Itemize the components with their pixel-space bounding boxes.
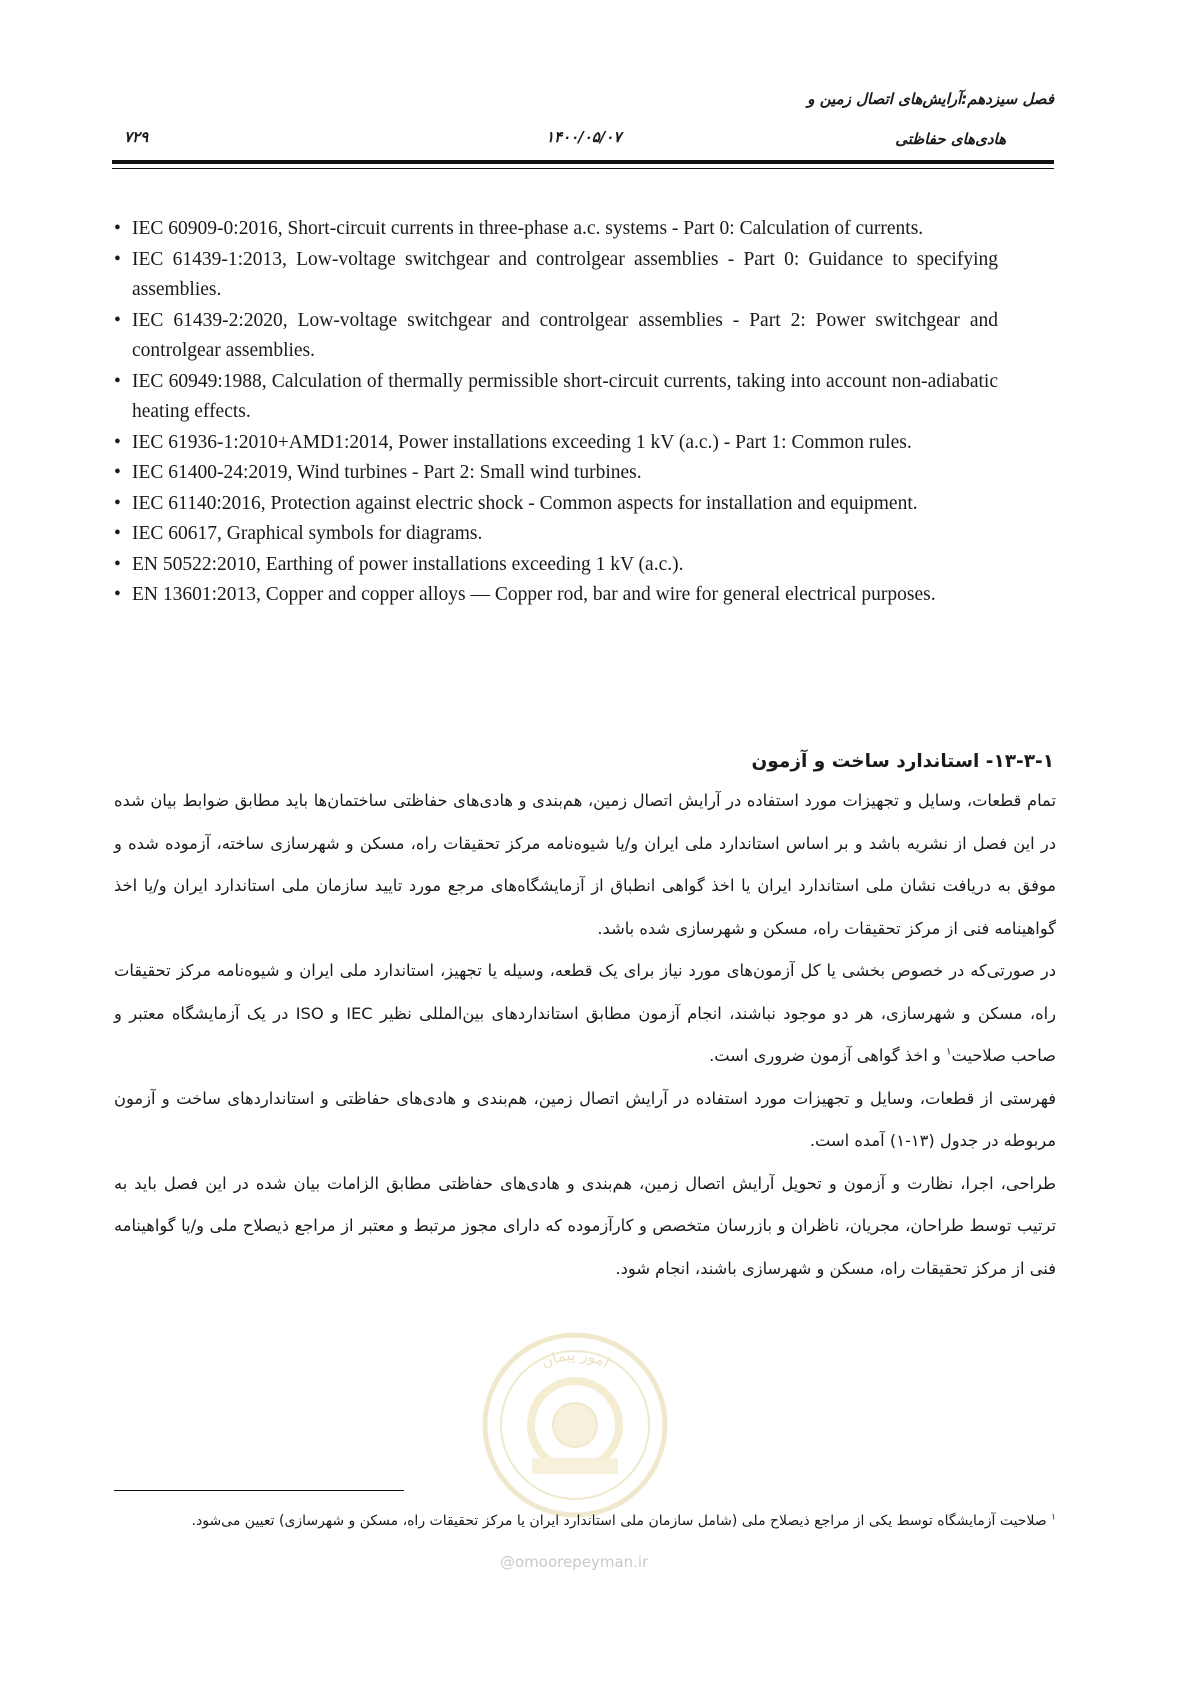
bullet-icon: • <box>114 370 121 392</box>
bullet-icon: • <box>114 218 121 239</box>
reference-item <box>114 428 998 459</box>
paragraph-2-text-a: در صورتی‌که در خصوص بخشی یا کل آزمون‌های مورد نیاز برای یک قطعه، وسیله یا تجهیز، استاندارد ملی ایران و شیوه‌نامه مرکز تحقیقات راه، مسکن و شهرسازی، هر دو موجود نباشند، انجام آزمون مطابق استانداردهای بین‌المللی نظیر IEC و ISO در یک آزمایشگاه معتبر و صاحب صلاحیت <box>114 961 1057 1065</box>
reference-text: IEC 60909-0:2016, Short-circuit currents in three-phase a.c. systems - Part 0: Calculation of currents. <box>132 218 924 239</box>
section-body <box>114 780 1056 1290</box>
reference-text: IEC 60949:1988, Calculation of thermally permissible short-circuit currents, taking into account non-adiabatic heating effects. <box>132 370 998 422</box>
svg-text:امور پیمان <box>538 1346 612 1372</box>
bullet-icon: • <box>114 553 121 575</box>
bullet-icon: • <box>114 462 121 483</box>
reference-text: IEC 61439-2:2020, Low-voltage switchgear and controlgear assemblies - Part 2: Power switchgear and controlgear assemblies. <box>132 309 998 361</box>
reference-item <box>114 306 998 367</box>
paragraph-2-text-b: و اخذ گواهی آزمون ضروری است. <box>709 1046 947 1065</box>
reference-text: IEC 61936-1:2010+AMD1:2014, Power installations exceeding 1 kV (a.c.) - Part 1: Common rules. <box>132 431 912 453</box>
bullet-icon: • <box>114 309 121 331</box>
footnote <box>114 1506 1056 1537</box>
bullet-icon: • <box>114 492 121 514</box>
reference-text: IEC 61439-1:2013, Low-voltage switchgear and controlgear assemblies - Part 0: Guidance to specifying assemblies. <box>132 248 998 300</box>
reference-item <box>114 245 998 306</box>
reference-item <box>114 489 998 520</box>
chapter-title <box>807 86 1054 152</box>
reference-item <box>114 458 998 489</box>
reference-item <box>114 550 998 581</box>
header-rule-thick <box>112 160 1054 164</box>
reference-text: IEC 61400-24:2019, Wind turbines - Part 2: Small wind turbines. <box>132 462 642 483</box>
footnote-text: صلاحیت آزمایشگاه توسط یکی از مراجع ذیصلاح ملی (شامل سازمان ملی استاندارد ایران یا مرکز تحقیقات راه، مسکن و شهرسازی) تعیین می‌شود. <box>191 1513 1052 1529</box>
chapter-title-line2: هادی‌های حفاظتی <box>895 130 1006 148</box>
reference-text: EN 50522:2010, Earthing of power installations exceeding 1 kV (a.c.). <box>132 553 684 575</box>
footnote-reference[interactable]: ۱ <box>946 1046 952 1058</box>
bullet-icon: • <box>114 248 121 270</box>
footnote-rule <box>114 1490 404 1491</box>
header-date: ۱۴۰۰/۰۵/۰۷ <box>546 128 622 146</box>
footnote-marker: ۱ <box>1051 1512 1056 1523</box>
chapter-title-line1: فصل سیزدهم:آرایش‌های اتصال زمین و <box>807 90 1054 108</box>
page-number: ۷۲۹ <box>124 128 149 146</box>
bullet-icon: • <box>114 523 121 544</box>
paragraph-1: تمام قطعات، وسایل و تجهیزات مورد استفاده در آرایش اتصال زمین، هم‌بندی و هادی‌های حفاظتی ساختمان‌ها باید مطابق ضوابط بیان شده در این فصل از نشریه باشد و بر اساس استاندارد ملی ایران و/یا شیوه‌نامه مرکز تحقیقات راه، مسکن و شهرسازی ساخته، آزموده شده و موفق به دریافت نشان ملی استاندارد ایران یا اخذ گواهی انطباق از آزمایشگاه‌های مرجع مورد تایید سازمان ملی استاندارد ایران و/یا اخذ گواهینامه فنی از مرکز تحقیقات راه، مسکن و شهرسازی شده باشد. <box>114 791 1056 938</box>
reference-item <box>114 367 998 428</box>
reference-text: IEC 60617, Graphical symbols for diagrams. <box>132 523 483 544</box>
reference-text: EN 13601:2013, Copper and copper alloys — Copper rod, bar and wire for general electrical purposes. <box>132 584 936 605</box>
watermark-text: @omoorepeyman.ir <box>500 1553 649 1571</box>
reference-text: IEC 61140:2016, Protection against electric shock - Common aspects for installation and equipment. <box>132 492 918 514</box>
bullet-icon: • <box>114 431 121 453</box>
bullet-icon: • <box>114 584 121 605</box>
paragraph-3: فهرستی از قطعات، وسایل و تجهیزات مورد استفاده در آرایش اتصال زمین، هم‌بندی و هادی‌های حفاظتی و استانداردهای ساخت و آزمون مربوطه در جدول (۱۳-۱) آمده است. <box>114 1088 1056 1150</box>
reference-list <box>114 214 998 611</box>
paragraph-4: طراحی، اجرا، نظارت و آزمون و تحویل آرایش اتصال زمین، هم‌بندی و هادی‌های حفاظتی مطابق الزامات بیان شده در این فصل باید به ترتیب توسط طراحان، مجریان، ناظران و بازرسان متخصص و کارآزموده که دارای مجوز مرتبط و معتبر از مراجع ذیصلاح ملی و/یا گواهینامه فنی از مرکز تحقیقات راه، مسکن و شهرسازی باشند، انجام شود. <box>114 1173 1056 1278</box>
page-header <box>112 78 1054 174</box>
paragraph-2 <box>114 950 1056 1078</box>
header-rule-thin <box>112 168 1054 169</box>
reference-item <box>114 519 998 550</box>
watermark-seal-icon <box>480 1330 670 1520</box>
section-heading: ۱۳-۳-۱- استاندارد ساخت و آزمون <box>751 751 1054 773</box>
watermark-seal-text: امور پیمان <box>538 1345 613 1372</box>
reference-item <box>114 580 998 611</box>
reference-item <box>114 214 998 245</box>
